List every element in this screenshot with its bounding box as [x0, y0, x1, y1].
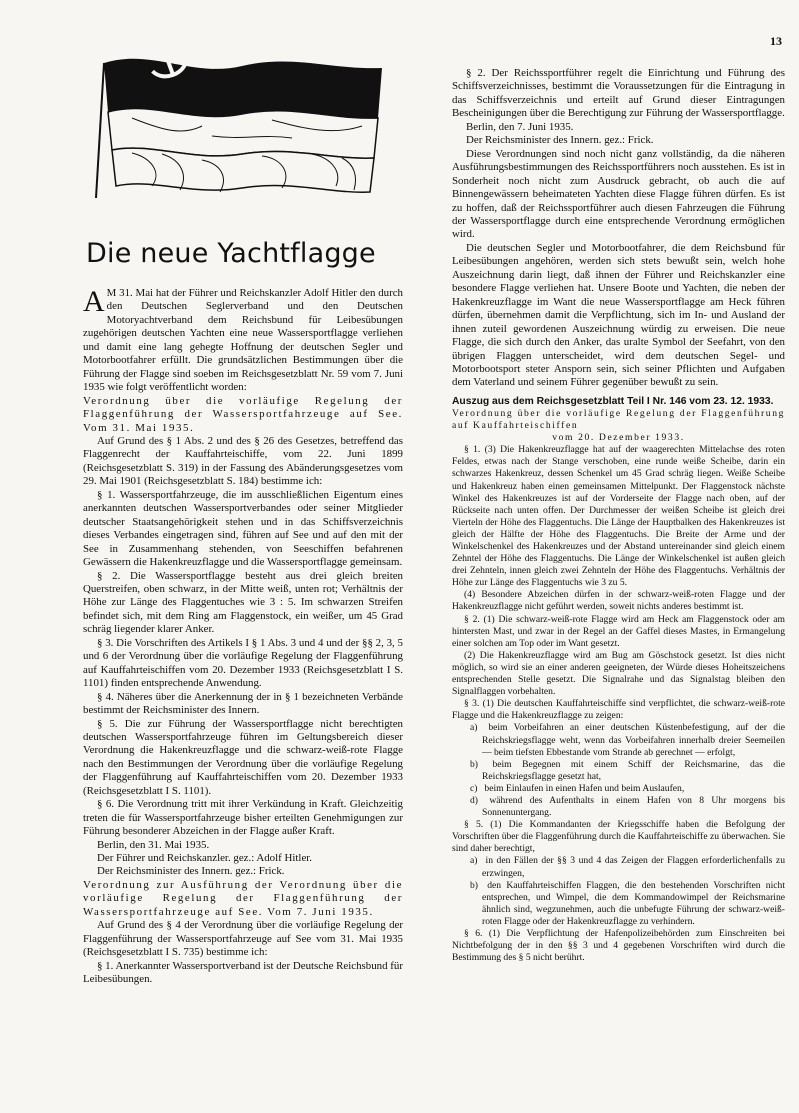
- excerpt-section-1: § 1. (3) Die Hakenkreuzflagge hat auf der waagerechten Mittelachse des roten Feldes, etwas nach der Stange verschoben, eine runde weiße Scheibe, darin ein schwarzes Hakenkreuz, dessen Schenkel um 45 Grad schräg liegen. Weiße Scheibe und Hakenkreuz haben einen gemeinsamen Mittelpunkt. Der Flaggenstock nächste Winkel des Hakenkreuzes ist auf der Vorderseite der Flagge nach oben, auf der Rückseite nach unten offen. Der Durchmesser der weißen Scheibe ist gleich drei Vierteln der Höhe des Flaggentuchs. Die Länge der Hauptbalken des Hakenkreuzes ist gleich der Hälfte der Höhe des Flaggentuchs. Die Breite der Arme und der Winkelschenkel des Hakenkreuzes und der Abstand untereinander sind gleich einem Zehntel der Höhe des Flaggentuchs. Die Länge der Winkelschenkel ist außen gleich drei Zehnteln, innen gleich zwei Zehnteln der Höhe des Flaggentuchs. Verhältnis der Höhe zur Länge des Flaggentuchs wie 3 zu 5.: [452, 444, 785, 589]
- ordinance-2-title: Verordnung zur Ausführung der Verordnung über die vorläufige Regelung der Flaggenführung der Wassersportfahrzeuge auf See. Vom 7. Juni 1935.: [83, 878, 403, 918]
- intro-paragraph: A M 31. Mai hat der Führer und Reichskanzler Adolf Hitler den durch den Deutschen Seglerverband und den Deutschen Motoryachtverband dem Reichsbund für Leibesübungen zugehörigen deutschen Yachten eine neue Wassersportflagge verliehen und damit eine lang gehegte Hoffnung der deutschen Segler und Motorbootfahrer erfüllt. Die grundsätzlichen Bestimmungen über die Führung der Flagge sind soeben im Reichsgesetzblatt Nr. 59 vom 7. Juni 1935 wie folgt veröffentlicht worden:: [83, 285, 403, 394]
- commentary-paragraph: Diese Verordnungen sind noch nicht ganz vollständig, da die näheren Ausführungsbestimmungen des Reichssportführers noch ausstehen. Es ist in Sonderheit noch nicht zum Ausdruck gebracht, ob auch die auf Binnengewässern beheimateten Yachten diese Flagge führen dürfen. Es ist zu hoffen, daß der Reichssportführer auch diesen Fahrzeugen die Führung der Wassersportflagge durch eine entsprechende Verordnung ermöglichen wird.: [452, 147, 785, 241]
- excerpt-date: vom 20. Dezember 1933.: [552, 432, 685, 444]
- ordinance-2-intro: Auf Grund des § 4 der Verordnung über die vorläufige Regelung der Flaggenführung der Wassersportfahrzeuge auf See vom 31. Mai 1935 (Reichsgesetzblatt I S. 735) bestimme ich:: [83, 919, 403, 959]
- list-item: a) beim Vorbeifahren an einer deutschen Küstenbefestigung, auf der die Reichskriegsflagge weht, wenn das Vorbeifahren innerhalb dreier Seemeilen — beim tiefsten Ebbestande vom Strande ab gerechnet — erfolgt,: [470, 722, 785, 758]
- ordinance-1-section-3: § 3. Die Vorschriften des Artikels I § 1 Abs. 3 und 4 und der §§ 2, 3, 5 und 6 der Verordnung über die vorläufige Regelung der Flaggenführung auf Kauffahrteischiffen vom 20. Dezember 1933 (Reichsgesetzblatt I S. 1101) finden entsprechende Anwendung.: [83, 636, 403, 690]
- signature-minister-2: Der Reichsminister des Innern. gez.: Frick.: [466, 134, 654, 147]
- ordinance-1-section-1: § 1. Wassersportfahrzeuge, die im ausschließlichen Eigentum eines anerkannten deutschen Wassersportverbandes oder seiner Mitglieder deutscher Staatsangehörigkeit stehen und in das Schiffsverzeichnis dieses Verbandes eingetragen sind, führen auf See und auf den mit der See in Zusammenhang stehenden, von Seeschiffen befahrenen Gewässern die Hakenkreuzflagge und die Wassersportflagge gemeinsam.: [83, 488, 403, 569]
- left-column: [83, 287, 403, 987]
- section-3-list: [452, 722, 785, 819]
- drop-cap: A: [83, 285, 105, 318]
- ordinance-1-section-4: § 4. Näheres über die Anerkennung der in § 1 bezeichneten Verbände bestimmt der Reichsminister des Innern.: [83, 690, 403, 717]
- ordinance-1-section-2: § 2. Die Wassersportflagge besteht aus drei gleich breiten Querstreifen, oben schwarz, in der Mitte weiß, unten rot; Verhältnis der Höhe zur Länge des Flaggentuches wie 3 : 5. Im schwarzen Streifen befindet sich, mit dem Ring am Flaggenstock, ein weißer, um 45 Grad schräg liegender klarer Anker.: [83, 569, 403, 636]
- signature-leader: Der Führer und Reichskanzler. gez.: Adolf Hitler.: [97, 852, 313, 865]
- list-item: a) in den Fällen der §§ 3 und 4 das Zeigen der Flaggen erforderlichenfalls zu erzwingen,: [470, 855, 785, 879]
- ordinance-1-section-5: § 5. Die zur Führung der Wassersportflagge nicht berechtigten deutschen Wassersportfahrzeuge führen im Geltungsbereich dieser Verordnung die Hakenkreuzflagge und die schwarz-weiß-rote Flagge nach den Bestimmungen der Verordnung über die vorläufige Regelung der Flaggenführung auf Kauffahrteischiffen vom 20. Dezember 1933 (Reichsgesetzblatt I S. 1101).: [83, 717, 403, 797]
- ordinance-1-section-6: § 6. Die Verordnung tritt mit ihrer Verkündung in Kraft. Gleichzeitig treten die für Wassersportfahrzeuge bisher erteilten Genehmigungen zur Führung besonderer Abzeichen in der Flagge außer Kraft.: [83, 798, 403, 838]
- right-column: [452, 67, 785, 964]
- list-item: b) den Kauffahrteischiffen Flaggen, die den bestehenden Vorschriften nicht entsprechen, und Wimpel, die dem Kommandowimpel der Reichsmarine ähnlich sind, wegzunehmen, auch die unbefugte Führung der schwarz-weiß-roten Flagge oder der Hakenkreuzflagge zu verhindern.: [470, 879, 785, 927]
- commentary-paragraph: Die deutschen Segler und Motorbootfahrer, die dem Reichsbund für Leibesübungen angehören, werden sich stets bewußt sein, welch hohe Auszeichnung darin liegt, daß ihnen der Führer und Reichskanzler eine besondere Flagge verliehen hat. Unsere Boote und Yachten, die neben der Hakenkreuzflagge im Want die neue Wassersportflagge am Heck führen dürfen, übernehmen damit die Verpflichtung, sich im In- und Ausland der ihnen zuteil gewordenen Auszeichnung würdig zu erweisen. Die neue Flagge, die sich durch den Anker, das uralte Symbol der Seefahrt, von den übrigen Flaggen unterscheidet, wird dem deutschen Segel- und Motorbootsport steter Ansporn sein, sich seiner Pflichten und Aufgaben dem Vaterland und seinem Führer gegenüber bewußt zu sein.: [452, 241, 785, 389]
- excerpt-section-5: § 5. (1) Die Kommandanten der Kriegsschiffe haben die Befolgung der Vorschriften über die Flaggenführung durch die Kauffahrteischiffe zu überwachen. Sie sind daher berechtigt,: [452, 819, 785, 855]
- section-5-list: [452, 855, 785, 928]
- article-title: Die neue Yachtflagge: [86, 238, 376, 269]
- signature-place-date-2: Berlin, den 7. Juni 1935.: [466, 120, 574, 133]
- ordinance-2-section-2: § 2. Der Reichssportführer regelt die Einrichtung und Führung des Schiffsverzeichnisses, bestimmt die Voraussetzungen für die Eintragung in das Schiffsverzeichnis und erteilt auf Grund dieser Eintragungen Bescheinigungen über die Berechtigung zur Führung der Wassersportflagge.: [452, 67, 785, 120]
- ordinance-1-intro: Auf Grund des § 1 Abs. 2 und des § 26 des Gesetzes, betreffend das Flaggenrecht der Kauffahrteischiffe, vom 22. Juni 1899 (Reichsgesetzblatt S. 319) in der Fassung des Abänderungsgesetzes vom 29. Mai 1901 (Reichsgesetzblatt S. 184) bestimme ich:: [83, 434, 403, 488]
- excerpt-section-2-2: (2) Die Hakenkreuzflagge wird am Bug am Göschstock gesetzt. Ist dies nicht möglich, so wird sie an einer anderen geeigneten, der Würde dieses Hoheitszeichens entsprechenden Stelle gesetzt. Die Signalrahe und das Signalstag bleiben den Signalflaggen vorbehalten.: [452, 649, 785, 698]
- excerpt-section-2: § 2. (1) Die schwarz-weiß-rote Flagge wird am Heck am Flaggenstock oder am hintersten Mast, und zwar in der Regel an der Gaffel dieses Mastes, in Ermangelung einer solchen am Top oder im Want gesetzt.: [452, 613, 785, 649]
- list-item: b) beim Begegnen mit einem Schiff der Reichsmarine, das die Reichskriegsflagge gesetzt hat,: [470, 758, 785, 782]
- signature-place-date: Berlin, den 31. Mai 1935.: [97, 838, 210, 851]
- ordinance-1-title: Verordnung über die vorläufige Regelung der Flaggenführung der Wassersportfahrzeuge auf See. Vom 31. Mai 1935.: [83, 394, 403, 434]
- list-item: c) beim Einlaufen in einen Hafen und beim Auslaufen,: [470, 782, 685, 794]
- excerpt-block: [452, 396, 785, 964]
- ordinance-2-section-1: § 1. Anerkannter Wassersportverband ist der Deutsche Reichsbund für Leibesübungen.: [83, 959, 403, 986]
- excerpt-section-3: § 3. (1) Die deutschen Kauffahrteischiffe sind verpflichtet, die schwarz-weiß-rote Flagge und die Hakenkreuzflagge zu zeigen:: [452, 698, 785, 722]
- yacht-flag-illustration: [92, 8, 392, 198]
- excerpt-heading: Auszug aus dem Reichsgesetzblatt Teil I Nr. 146 vom 23. 12. 1933.: [452, 395, 774, 407]
- list-item: d) während des Aufenthalts in einem Hafen von 8 Uhr morgens bis Sonnenuntergang.: [470, 794, 785, 819]
- excerpt-title: Verordnung über die vorläufige Regelung der Flaggenführung auf Kauffahrteischiffen: [452, 407, 785, 432]
- signature-minister: Der Reichsminister des Innern. gez.: Frick.: [97, 865, 285, 878]
- excerpt-section-1-4: (4) Besondere Abzeichen dürfen in der schwarz-weiß-roten Flagge und der Hakenkreuzflagge nicht geführt werden, soweit nichts anderes bestimmt ist.: [452, 589, 785, 613]
- page-number: 13: [770, 34, 782, 48]
- excerpt-section-6: § 6. (1) Die Verpflichtung der Hafenpolizeibehörden zum Einschreiten bei Nichtbefolgung der in den §§ 3 und 4 gegebenen Vorschriften wird durch die Bestimmung des § 5 nicht berührt.: [452, 928, 785, 964]
